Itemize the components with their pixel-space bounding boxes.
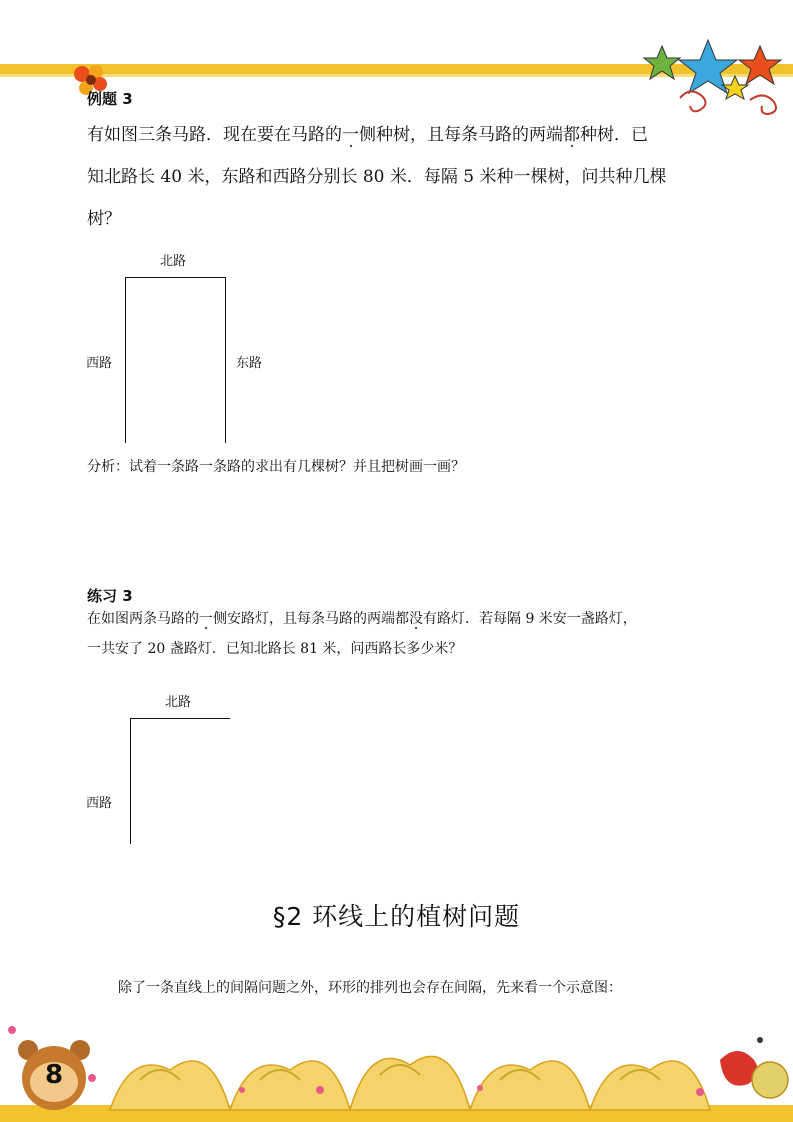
practice-title: 练习 3 bbox=[87, 587, 133, 605]
east-road-line bbox=[225, 277, 226, 443]
practice-north-road-line bbox=[130, 718, 230, 719]
example-line-1-part-c: 种树．已 bbox=[580, 125, 648, 145]
east-road-label: 东路 bbox=[236, 356, 263, 371]
practice-emphasis-mark-2: 都没有 bbox=[395, 611, 437, 627]
practice-problem bbox=[87, 604, 727, 664]
practice-line-1-part-c: 路灯．若每隔 9 米安一盏路灯， bbox=[437, 611, 637, 627]
north-road-label: 北路 bbox=[160, 254, 187, 269]
example-line-1-part-a: 有如图三条马路．现在要在马路的 bbox=[87, 125, 342, 145]
example-problem bbox=[87, 114, 727, 240]
example-title: 例题 3 bbox=[87, 90, 133, 108]
analysis-text: 分析：试着一条路一条路的求出有几棵树？并且把树画一画？ bbox=[87, 459, 465, 475]
practice-west-road-label: 西路 bbox=[86, 796, 113, 811]
example-line-2: 知北路长 40 米，东路和西路分别长 80 米．每隔 5 米种一棵树，问共种几棵 bbox=[87, 167, 667, 187]
page-number: 8 bbox=[44, 1060, 64, 1090]
practice-line-1 bbox=[87, 604, 727, 634]
practice-line-2: 一共安了 20 盏路灯．已知北路长 81 米，问西路长多少米？ bbox=[87, 641, 463, 657]
west-road-label: 西路 bbox=[86, 356, 113, 371]
west-road-line bbox=[125, 277, 126, 443]
bottom-decor-band bbox=[0, 1020, 793, 1122]
practice-emphasis-mark-1: 一 bbox=[199, 611, 213, 627]
example-line-1-part-b: 侧种树，且每条马路的两端 bbox=[359, 125, 563, 145]
section-title: §2 环线上的植树问题 bbox=[272, 902, 521, 931]
example-line-1 bbox=[87, 114, 727, 156]
practice-line-1-part-b: 侧安路灯，且每条马路的两端 bbox=[213, 611, 395, 627]
emphasis-mark-2: 都 bbox=[563, 125, 580, 145]
stars-decor-icon bbox=[640, 38, 790, 118]
north-road-line bbox=[125, 277, 226, 278]
section-intro: 除了一条直线上的间隔问题之外，环形的排列也会存在间隔，先来看一个示意图： bbox=[118, 980, 622, 996]
practice-line-1-part-a: 在如图两条马路的 bbox=[87, 611, 199, 627]
practice-west-road-line bbox=[130, 718, 131, 844]
practice-north-road-label: 北路 bbox=[165, 695, 192, 710]
emphasis-mark-1: 一 bbox=[342, 125, 359, 145]
example-line-3: 树？ bbox=[87, 209, 121, 229]
